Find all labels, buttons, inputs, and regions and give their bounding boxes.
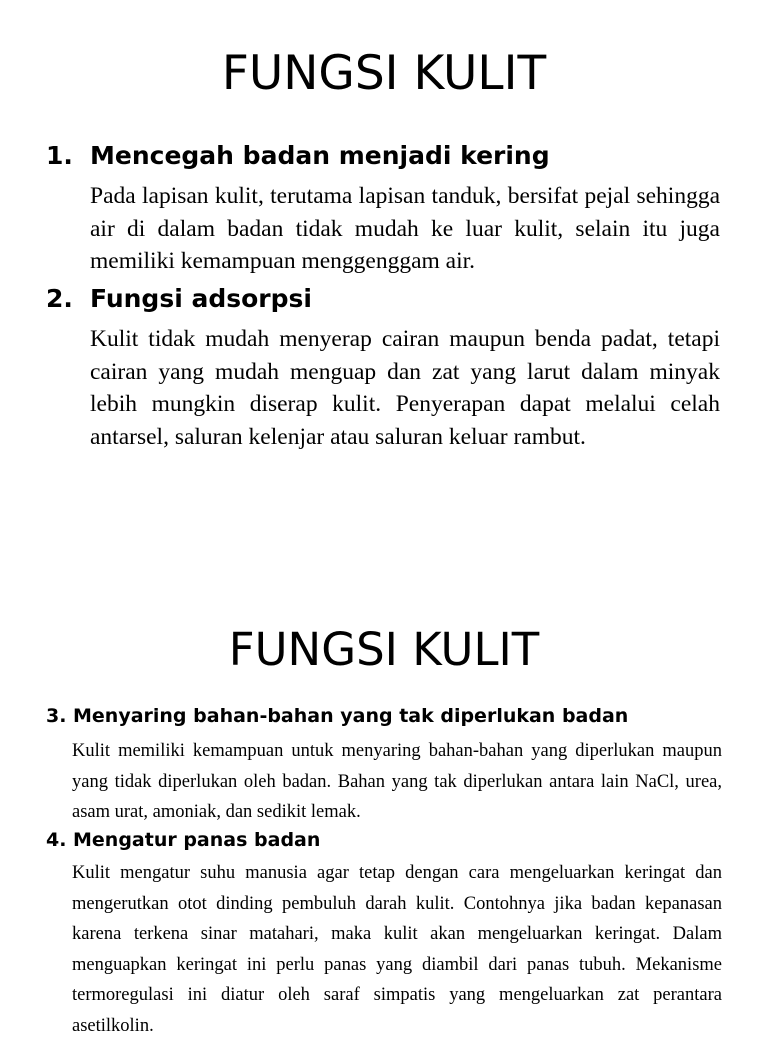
item-heading: Menyaring bahan-bahan yang tak diperlukan badan [73, 705, 629, 727]
slide-2 [0, 512, 768, 1036]
item-heading: Mencegah badan menjadi kering [90, 141, 550, 170]
item-body: Pada lapisan kulit, terutama lapisan tanduk, bersifat pejal sehingga air di dalam badan tidak mudah ke luar kulit, selain itu juga memiliki kemampuan menggenggam air. [90, 183, 720, 274]
slide-1 [0, 0, 768, 512]
item-body: Kulit tidak mudah menyerap cairan maupun benda padat, tetapi cairan yang mudah menguap dan zat yang larut dalam minyak lebih mungkin diserap kulit. Penyerapan dapat melalui celah antarsel, saluran kelenjar atau saluran keluar rambut. [90, 326, 720, 450]
item-number: 3. [46, 705, 67, 727]
item-number: 2. [46, 284, 73, 313]
item-heading: Mengatur panas badan [73, 829, 321, 851]
item-body: Kulit mengatur suhu manusia agar tetap dengan cara mengeluarkan keringat dan mengerutkan otot dinding pembuluh darah kulit. Contohnya jika badan kepanasan karena terkena sinar matahari, maka kulit akan mengeluarkan keringat. Dalam menguapkan keringat ini perlu panas yang diambil dari panas tubuh. Mekanisme termoregulasi ini diatur oleh saraf simpatis yang mengeluarkan zat perantara asetilkolin. [72, 863, 722, 1036]
item-body: Kulit memiliki kemampuan untuk menyaring bahan-bahan yang diperlukan maupun yang tidak diperlukan oleh badan. Bahan yang tak diperlukan antara lain NaCl, urea, asam urat, amoniak, dan sedikit lemak. [72, 741, 722, 822]
item-number: 1. [46, 141, 73, 170]
item-number: 4. [46, 829, 67, 851]
item-heading: Fungsi adsorpsi [90, 284, 312, 313]
slide-title: FUNGSI KULIT [221, 46, 547, 101]
slide-title: FUNGSI KULIT [228, 623, 540, 676]
